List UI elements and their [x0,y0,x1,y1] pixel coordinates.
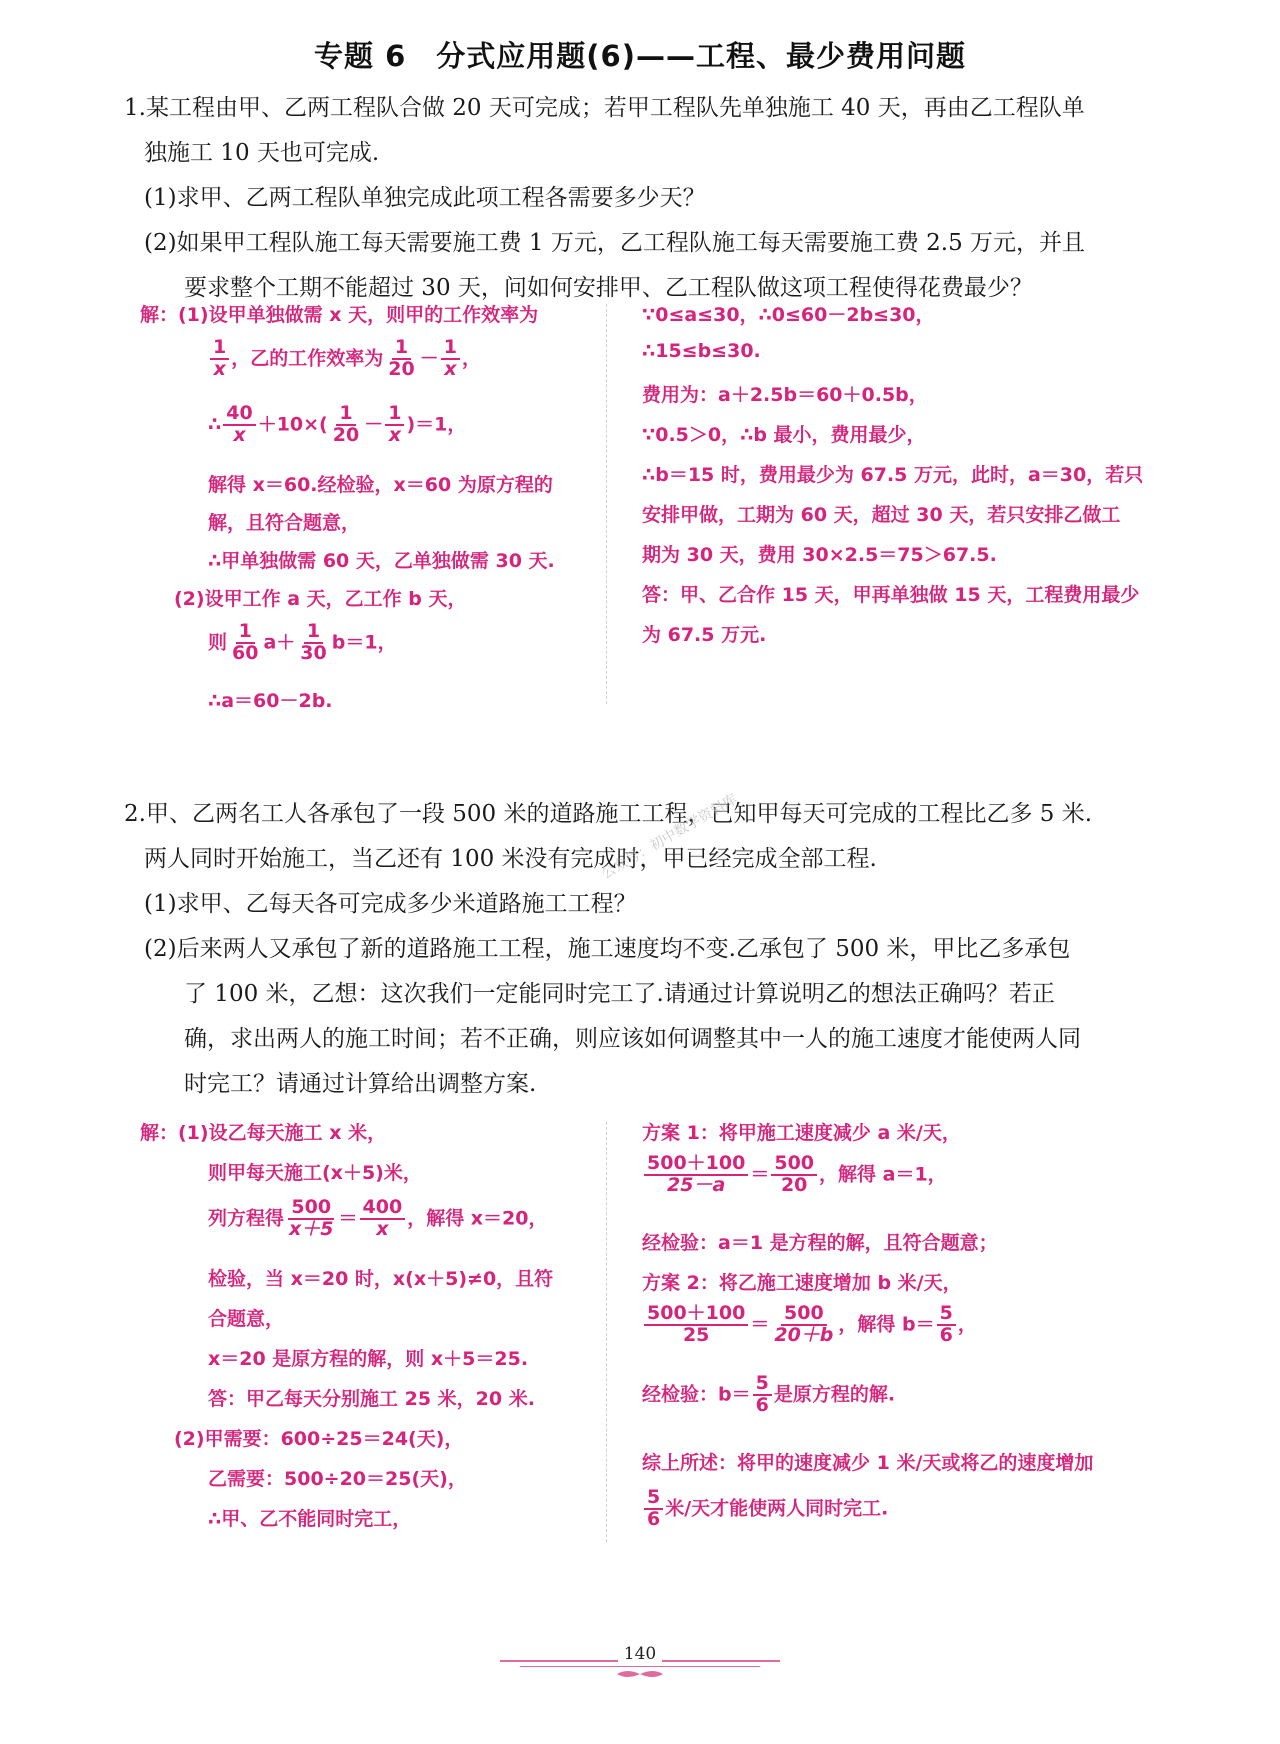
solution-line: 期为 30 天，费用 30×2.5＝75＞67.5. [642,544,997,566]
fraction: $\frac{400}{x}$ [360,1198,406,1240]
fraction: $\frac{1}{60}$ [232,620,259,664]
fraction: $\frac{1}{20}$ [332,402,360,446]
solution-line: 为 67.5 万元. [642,624,767,646]
solution-line: (2)设甲工作 a 天，乙工作 b 天， [174,588,467,610]
solution-line: ∵0.5＞0，∴b 最小，费用最少， [642,424,926,446]
solution-line: ∴甲、乙不能同时完工， [208,1508,412,1530]
solution-line: 乙需要：500÷20＝25(天)， [208,1468,467,1490]
problem-2-question-2-line-4: 时完工？请通过计算给出调整方案. [184,1071,537,1097]
column-divider [606,304,607,704]
solution-line: 解：(1)设甲单独做需 x 天，则甲的工作效率为 [140,304,539,326]
solution-line: ∴15≤b≤30. [642,340,761,362]
fraction: $\frac{500+100}{25-a}$ [644,1154,748,1196]
solution-line: 方案 1：将甲施工速度减少 a 米/天， [642,1122,961,1144]
solution-line: $\frac{500+100}{25-a}$ ＝ $\frac{500}{20}$ ，解得 a＝1， [642,1154,947,1196]
solution-1-right [642,300,1182,700]
solution-line: 答：甲、乙合作 15 天，甲再单独做 15 天，工程费用最少 [642,584,1140,606]
column-divider [606,1122,607,1542]
fraction: $\frac{500}{20+b}$ [774,1302,834,1346]
solution-line: $\frac{5}{6}$ 米/天才能使两人同时完工. [642,1488,888,1530]
solution-2-right [642,1118,1182,1568]
solution-line: 解：(1)设乙每天施工 x 米， [140,1122,387,1144]
fraction: $\frac{1}{x}$ [210,338,229,380]
solution-line: 合题意， [208,1308,285,1330]
solution-line: 则 $\frac{1}{60}$ a＋ $\frac{1}{30}$ b＝1， [208,620,397,664]
solution-line: 经检验：a＝1 是方程的解，且符合题意； [642,1232,998,1254]
solution-line: ∴甲单独做需 60 天，乙单独做需 30 天. [208,550,555,572]
footer-ornament-icon [615,1668,665,1680]
footer-rule-under [520,1666,760,1667]
solution-line: 解，且符合题意， [208,512,361,534]
solution-line: (2)甲需要：600÷25＝24(天)， [174,1428,464,1450]
fraction: $\frac{1}{20}$ [388,336,415,380]
problem-1-question-1: (1)求甲、乙两工程队单独完成此项工程各需要多少天？ [144,185,706,211]
problem-2-question-1: (1)求甲、乙每天各可完成多少米道路施工工程？ [144,891,637,917]
solution-line: $\frac{500+100}{25}$ ＝ $\frac{500}{20+b}$ ，解得 b＝ $\frac{5}{6}$ ， [642,1304,977,1346]
solution-line: 综上所述：将甲的速度减少 1 米/天或将乙的速度增加 [642,1452,1094,1474]
fraction: $\frac{40}{x}$ [223,404,255,446]
solution-line: 解得 x＝60.经检验，x＝60 为原方程的 [208,474,553,496]
problem-2-question-2-line-2: 了 100 米，乙想：这次我们一定能同时完工了.请通过计算说明乙的想法正确吗？若正 [184,981,1055,1007]
page-number: 140 [623,1644,657,1664]
problem-1-stem-line-2: 独施工 10 天也可完成. [144,140,380,166]
solution-1-left [140,300,600,800]
problem-1 [124,86,1174,311]
solution-2-left [140,1118,600,1568]
problem-2-stem-line-1: 2.甲、乙两名工人各承包了一段 500 米的道路施工工程，已知甲每天可完成的工程比乙多 5 米. [124,801,1093,827]
solution-line: $\frac{1}{x}$ ，乙的工作效率为 $\frac{1}{20}$ － $\frac{1}{x}$ ， [208,338,481,380]
solution-line: ∴b＝15 时，费用最少为 67.5 万元，此时，a＝30，若只 [642,464,1144,486]
fraction: $\frac{500}{x+5}$ [289,1196,334,1240]
solution-line: ∴ $\frac{40}{x}$ ＋10×( $\frac{1}{20}$ － $\frac{1}{x}$ )＝1， [208,402,467,446]
solution-line: ∴a＝60－2b. [208,690,333,712]
fraction: $\frac{5}{6}$ [937,1304,956,1346]
solution-line: 列方程得 $\frac{500}{x+5}$ ＝ $\frac{400}{x}$ ，解得 x＝20， [208,1196,548,1240]
fraction: $\frac{500+100}{25}$ [644,1304,748,1346]
solution-line: ∵0≤a≤30，∴0≤60－2b≤30， [642,304,935,326]
fraction: $\frac{500}{20}$ [771,1154,817,1196]
solution-line: 方案 2：将乙施工速度增加 b 米/天， [642,1272,962,1294]
fraction: $\frac{1}{x}$ [385,404,404,446]
solution-line: 费用为：a＋2.5b＝60＋0.5b， [642,384,928,406]
solution-line: 经检验：b＝ $\frac{5}{6}$ 是原方程的解. [642,1372,896,1416]
fraction: $\frac{5}{6}$ [753,1374,772,1416]
problem-1-stem-line-1: 1.某工程由甲、乙两工程队合做 20 天可完成；若甲工程队先单独施工 40 天，再由乙工程队单 [124,95,1085,121]
fraction: $\frac{1}{x}$ [441,338,460,380]
solution-line: 安排甲做，工期为 60 天，超过 30 天，若只安排乙做工 [642,504,1121,526]
solution-line: x＝20 是原方程的解，则 x＋5＝25. [208,1348,529,1370]
solution-line: 则甲每天施工(x＋5)米， [208,1162,422,1184]
problem-2-question-2-line-3: 确，求出两人的施工时间；若不正确，则应该如何调整其中一人的施工速度才能使两人同 [184,1026,1081,1052]
page-title: 专题 6 分式应用题(6)——工程、最少费用问题 [314,39,966,73]
problem-2-question-2-line-1: (2)后来两人又承包了新的道路施工工程，施工速度均不变.乙承包了 500 米，甲比乙多承包 [144,936,1071,962]
problem-1-question-2-line-1: (2)如果甲工程队施工每天需要施工费 1 万元，乙工程队施工每天需要施工费 2.5 万元，并且 [144,230,1086,256]
problem-2-stem-line-2: 两人同时开始施工，当乙还有 100 米没有完成时，甲已经完成全部工程. [144,846,877,872]
watermark: 公众号：初中数学资料库 [598,791,741,883]
problem-1-question-2-line-2: 要求整个工期不能超过 30 天，问如何安排甲、乙工程队做这项工程使得花费最少？ [184,275,1033,301]
solution-line: 检验，当 x＝20 时，x(x＋5)≠0，且符 [208,1268,554,1290]
fraction: $\frac{5}{6}$ [644,1488,663,1530]
solution-line: 答：甲乙每天分别施工 25 米，20 米. [208,1388,535,1410]
fraction: $\frac{1}{30}$ [300,620,327,664]
